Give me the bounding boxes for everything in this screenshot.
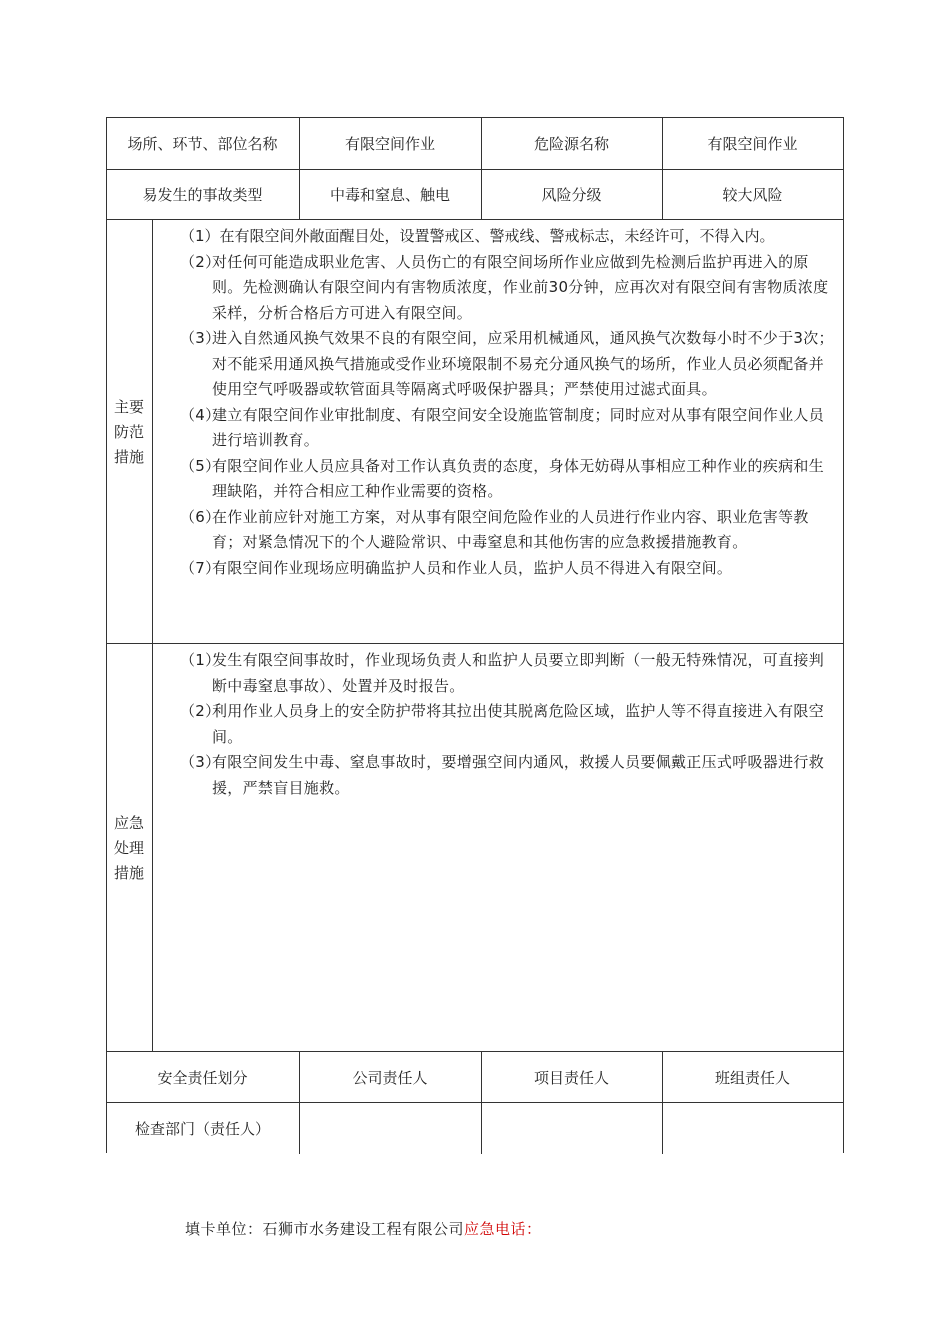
inspection-project bbox=[481, 1103, 662, 1153]
list-item bbox=[160, 699, 836, 750]
emergency-label-line: 应急 bbox=[113, 813, 144, 832]
item-text: 在作业前应针对施工方案，对从事有限空间危险作业的人员进行作业内容、职业危害等教育；对紧急情况下的个人避险常识、中毒窒息和其他伤害的应急救援措施教育。 bbox=[212, 507, 809, 551]
list-item bbox=[160, 648, 836, 699]
list-item bbox=[160, 750, 836, 801]
item-number: （3） bbox=[180, 753, 221, 771]
item-number: （3） bbox=[180, 329, 221, 347]
item-text: 利用作业人员身上的安全防护带将其拉出使其脱离危险区域，监护人等不得直接进入有限空间。 bbox=[212, 702, 825, 746]
item-number: （2） bbox=[180, 702, 221, 720]
team-responsible: 班组责任人 bbox=[714, 1068, 790, 1087]
item-text: 发生有限空间事故时，作业现场负责人和监护人员要立即判断（一般无特殊情况，可直接判断中毒窒息事故）、处置并及时报告。 bbox=[212, 651, 825, 695]
item-number: （1） bbox=[180, 651, 221, 669]
item-text: 有限空间发生中毒、窒息事故时，要增强空间内通风，救援人员要佩戴正压式呼吸器进行救援，严禁盲目施救。 bbox=[212, 753, 825, 797]
emergency-label bbox=[106, 644, 152, 1052]
item-number: （1） bbox=[180, 227, 220, 245]
location-label: 场所、环节、部位名称 bbox=[127, 135, 278, 153]
risk-level-label: 风险分级 bbox=[541, 186, 602, 204]
footer-unit: 石狮市水务建设工程有限公司 bbox=[262, 1220, 465, 1238]
project-responsible: 项目责任人 bbox=[533, 1068, 609, 1087]
prevention-list bbox=[152, 220, 844, 644]
company-responsible: 公司责任人 bbox=[352, 1068, 428, 1087]
prevention-label-line: 主要 bbox=[113, 397, 144, 416]
list-item bbox=[160, 250, 836, 327]
emergency-phone-label: 应急电话： bbox=[464, 1220, 542, 1238]
item-text: 在有限空间外敞面醒目处，设置警戒区、警戒线、警戒标志，未经许可，不得入内。 bbox=[219, 227, 775, 245]
footer bbox=[185, 1218, 542, 1239]
hazard-label: 危险源名称 bbox=[533, 135, 609, 153]
inspection-company bbox=[299, 1103, 481, 1153]
table-row bbox=[106, 1102, 844, 1153]
emergency-section bbox=[106, 643, 844, 1051]
item-text: 进入自然通风换气效果不良的有限空间，应采用机械通风，通风换气次数每小时不少于3次；对不能采用通风换气措施或受作业环境限制不易充分通风换气的场所，作业人员必须配备并使用空气呼吸器或软管面具等隔离式呼吸保护器具；严禁使用过滤式面具。 bbox=[212, 329, 834, 398]
inspection-label: 检查部门（责任人） bbox=[134, 1119, 270, 1138]
location-value: 有限空间作业 bbox=[344, 135, 435, 153]
emergency-list bbox=[152, 644, 844, 1052]
prevention-label bbox=[106, 220, 152, 644]
item-text: 有限空间作业人员应具备对工作认真负责的态度，身体无妨碍从事相应工种作业的疾病和生理缺陷，并符合相应工种作业需要的资格。 bbox=[212, 456, 825, 500]
footer-label: 填卡单位： bbox=[185, 1220, 263, 1238]
list-item bbox=[160, 556, 836, 582]
accident-type-label: 易发生的事故类型 bbox=[142, 186, 263, 204]
hazard-value: 有限空间作业 bbox=[707, 135, 798, 153]
prevention-section bbox=[106, 219, 844, 643]
item-number: （2） bbox=[180, 252, 221, 271]
item-number: （7） bbox=[180, 558, 221, 577]
item-text: 对任何可能造成职业危害、人员伤亡的有限空间场所作业应做到先检测后监护再进入的原则。先检测确认有限空间内有害物质浓度，作业前30分钟，应再次对有限空间有害物质浓度采样，分析合格后方可进入有限空间。 bbox=[212, 252, 829, 322]
inspection-team bbox=[662, 1103, 843, 1153]
list-item bbox=[160, 403, 836, 454]
table-row bbox=[106, 169, 844, 219]
table-row bbox=[106, 1051, 844, 1102]
item-text: 有限空间作业现场应明确监护人员和作业人员，监护人员不得进入有限空间。 bbox=[212, 558, 733, 577]
emergency-label-line: 措施 bbox=[113, 863, 144, 882]
table-row bbox=[106, 117, 844, 169]
emergency-label-line: 处理 bbox=[113, 838, 144, 857]
item-text: 建立有限空间作业审批制度、有限空间安全设施监管制度；同时应对从事有限空间作业人员进行培训教育。 bbox=[212, 405, 825, 449]
prevention-label-line: 措施 bbox=[113, 447, 144, 466]
risk-level-value: 较大风险 bbox=[722, 186, 783, 204]
list-item bbox=[160, 454, 836, 505]
item-number: （4） bbox=[180, 405, 221, 424]
responsibility-label: 安全责任划分 bbox=[157, 1068, 248, 1087]
item-number: （5） bbox=[180, 456, 221, 475]
item-number: （6） bbox=[180, 507, 221, 526]
list-item bbox=[160, 326, 836, 403]
list-item bbox=[160, 224, 836, 250]
prevention-label-line: 防范 bbox=[113, 422, 144, 441]
accident-type-value: 中毒和窒息、触电 bbox=[329, 186, 450, 204]
list-item bbox=[160, 505, 836, 556]
